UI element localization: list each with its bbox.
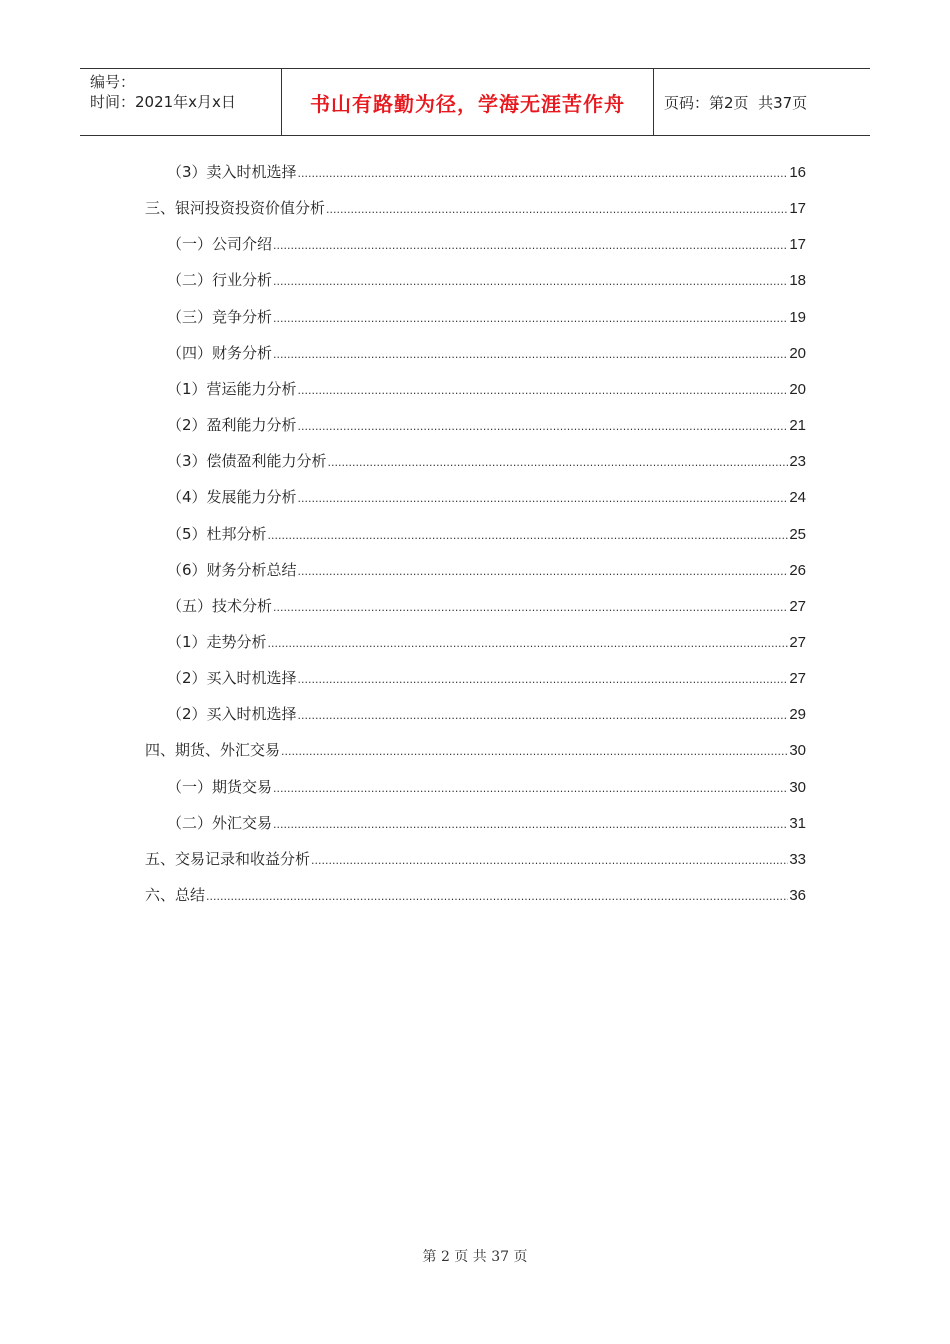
toc-leader-dots — [273, 814, 788, 836]
toc-entry-page-number: 36 — [789, 887, 806, 904]
toc-leader-dots — [273, 235, 788, 257]
toc-leader-dots — [273, 271, 788, 293]
toc-entry[interactable] — [167, 342, 806, 364]
toc-leader-dots — [298, 163, 789, 185]
toc-entry[interactable] — [167, 450, 806, 472]
toc-entry-label: （二）外汇交易 — [167, 813, 273, 832]
toc-entry-page-number: 20 — [789, 380, 806, 398]
toc-entry[interactable] — [167, 233, 806, 255]
header-page-info-cell — [654, 69, 870, 135]
toc-entry[interactable] — [167, 631, 806, 653]
toc-leader-dots — [273, 778, 788, 800]
toc-leader-dots — [268, 525, 789, 547]
toc-entry[interactable] — [167, 559, 806, 581]
toc-entry-label: （2）盈利能力分析 — [167, 416, 297, 435]
toc-entry-page-number: 27 — [789, 670, 806, 688]
toc-entry-label: （6）财务分析总结 — [167, 560, 297, 579]
toc-leader-dots — [268, 633, 789, 655]
toc-entry-page-number: 29 — [789, 706, 806, 724]
toc-entry-page-number: 24 — [789, 489, 806, 507]
toc-entry-label: （四）财务分析 — [167, 343, 273, 362]
toc-entry-page-number: 30 — [789, 778, 806, 796]
toc-entry-page-number: 18 — [789, 272, 806, 290]
toc-entry-page-number: 16 — [789, 164, 806, 181]
toc-entry-label: （一）期货交易 — [167, 777, 273, 796]
toc-leader-dots — [298, 669, 789, 691]
toc-entry[interactable] — [145, 848, 806, 870]
toc-leader-dots — [298, 416, 789, 438]
document-time-label: 时间：2021年x月x日 — [90, 93, 236, 111]
toc-entry[interactable] — [167, 812, 806, 834]
toc-leader-dots — [298, 561, 789, 583]
toc-entry-label: （2）买入时机选择 — [167, 669, 297, 688]
document-number-label: 编号： — [90, 73, 136, 91]
toc-entry-page-number: 17 — [789, 200, 806, 218]
toc-leader-dots — [328, 452, 789, 474]
toc-entry-label: （5）杜邦分析 — [167, 524, 267, 543]
toc-entry[interactable] — [167, 486, 806, 508]
toc-entry-label: 四、期货、外汇交易 — [145, 741, 281, 760]
toc-leader-dots — [298, 488, 789, 510]
toc-entry-page-number: 31 — [789, 814, 806, 832]
toc-leader-dots — [298, 705, 789, 727]
header-page-info: 页码：第2页 共37页 — [664, 93, 808, 112]
toc-entry[interactable] — [167, 306, 806, 328]
toc-entry[interactable] — [167, 667, 806, 689]
toc-entry-label: （1）走势分析 — [167, 632, 267, 651]
page-footer: 第 2 页 共 37 页 — [422, 1249, 528, 1265]
toc-entry[interactable] — [145, 739, 806, 761]
toc-entry[interactable] — [167, 703, 806, 725]
toc-entry[interactable] — [167, 776, 806, 798]
toc-entry[interactable] — [145, 884, 806, 906]
toc-entry-page-number: 27 — [789, 633, 806, 651]
toc-entry-page-number: 17 — [789, 236, 806, 254]
toc-entry-page-number: 25 — [789, 525, 806, 543]
toc-entry[interactable] — [145, 197, 806, 219]
toc-entry[interactable] — [167, 161, 806, 183]
toc-entry-label: （一）公司介绍 — [167, 235, 273, 254]
toc-entry-label: （3）偿债盈利能力分析 — [167, 452, 327, 471]
header-meta-cell — [80, 69, 282, 135]
toc-entry-label: （4）发展能力分析 — [167, 488, 297, 507]
toc-entry[interactable] — [167, 523, 806, 545]
toc-entry[interactable] — [167, 414, 806, 436]
toc-entry-label: （二）行业分析 — [167, 271, 273, 290]
toc-entry-page-number: 30 — [789, 742, 806, 760]
toc-entry[interactable] — [167, 269, 806, 291]
toc-leader-dots — [273, 308, 788, 330]
toc-entry-label: 三、银河投资投资价值分析 — [145, 199, 326, 218]
toc-leader-dots — [311, 850, 788, 872]
toc-entry-page-number: 20 — [789, 344, 806, 362]
toc-leader-dots — [273, 344, 788, 366]
toc-leader-dots — [298, 380, 789, 402]
toc-entry-label: 六、总结 — [145, 886, 206, 904]
header-motto: 书山有路勤为径，学海无涯苦作舟 — [282, 69, 654, 135]
toc-entry[interactable] — [167, 378, 806, 400]
document-header — [80, 68, 870, 136]
toc-entry-page-number: 23 — [789, 453, 806, 471]
toc-leader-dots — [273, 597, 788, 619]
toc-entry-label: （1）营运能力分析 — [167, 379, 297, 398]
toc-leader-dots — [206, 886, 788, 908]
toc-entry-label: （2）买入时机选择 — [167, 705, 297, 724]
toc-entry-page-number: 26 — [789, 561, 806, 579]
toc-entry-page-number: 21 — [789, 417, 806, 435]
toc-entry-label: （3）卖入时机选择 — [167, 163, 297, 181]
toc-entry-label: （三）竞争分析 — [167, 307, 273, 326]
toc-entry-page-number: 19 — [789, 308, 806, 326]
toc-leader-dots — [326, 199, 788, 221]
toc-entry-label: 五、交易记录和收益分析 — [145, 849, 311, 868]
toc-entry-page-number: 33 — [789, 850, 806, 868]
toc-leader-dots — [281, 741, 788, 763]
toc-entry[interactable] — [167, 595, 806, 617]
toc-entry-label: （五）技术分析 — [167, 596, 273, 615]
toc-entry-page-number: 27 — [789, 597, 806, 615]
